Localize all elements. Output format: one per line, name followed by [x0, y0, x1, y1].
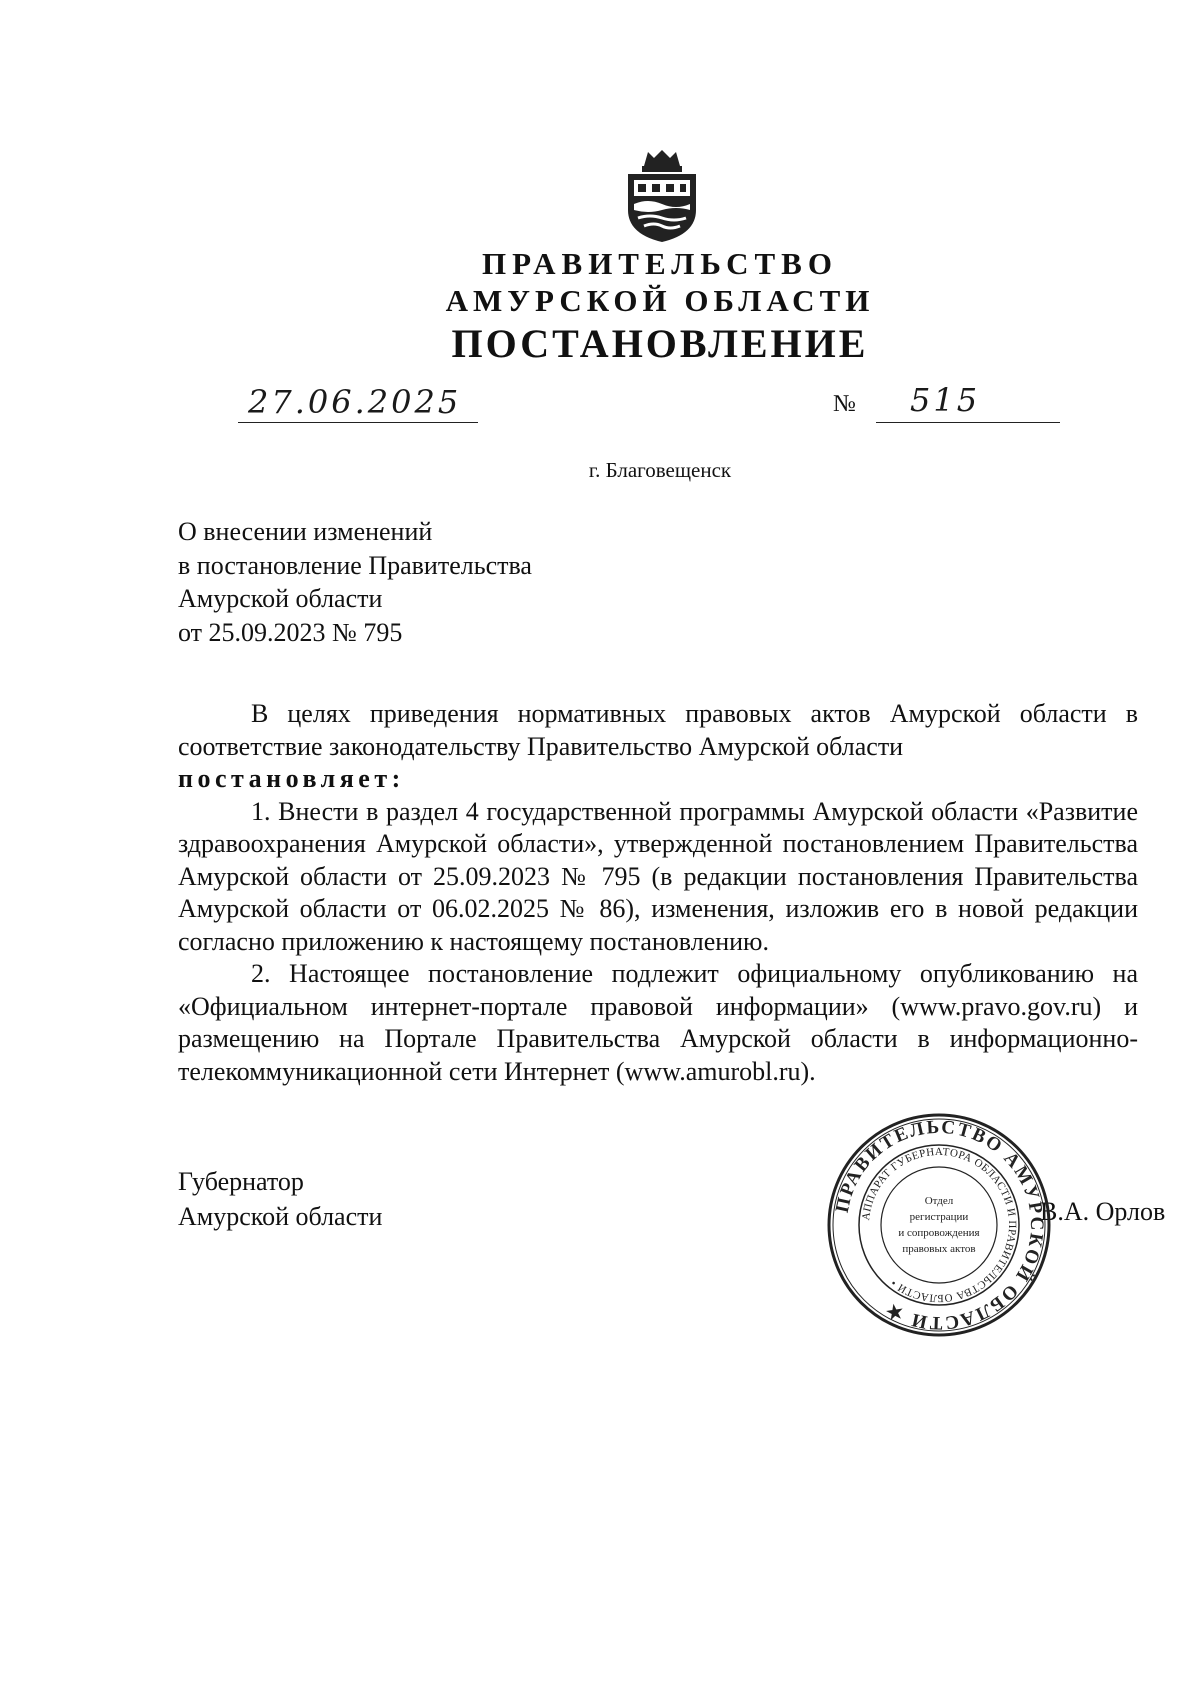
preamble-paragraph: В целях приведения нормативных правовых актов Амурской области в соответствие законодательству Правительство Амурской области [178, 699, 1138, 761]
number-sign: № [833, 391, 856, 417]
resolves-word: постановляет: [178, 764, 405, 793]
subject-line: от 25.09.2023 № 795 [178, 617, 403, 647]
document-body [178, 698, 1138, 1088]
position-line: Амурской области [178, 1202, 383, 1231]
organization-name-line2: АМУРСКОЙ ОБЛАСТИ [445, 283, 875, 318]
item-2-paragraph: 2. Настоящее постановление подлежит официальному опубликованию на «Официальном интернет-портале правовой информации» (www.pravo.gov.ru) и размещению на Портале Правительства Амурской области в информационно-телекоммуникационной сети Интернет (www.amurobl.ru). [178, 959, 1138, 1086]
svg-text:АППАРАТ ГУБЕРНАТОРА ОБЛАСТИ И: АППАРАТ ГУБЕРНАТОРА ОБЛАСТИ И ПРАВИТЕЛЬСТВА ОБЛАСТИ • [860, 1145, 1019, 1305]
subject-line: Амурской области [178, 584, 383, 613]
city: г. Благовещенск [588, 458, 732, 482]
subject-line: в постановление Правительства [178, 550, 532, 580]
official-stamp-seal [826, 1112, 1052, 1338]
position-line: Губернатор [178, 1167, 304, 1196]
document-subject [178, 515, 532, 649]
svg-text:и сопровождения: и сопровождения [898, 1227, 980, 1239]
signatory-position [178, 1164, 382, 1234]
svg-text:Отдел: Отдел [924, 1195, 954, 1207]
organization-name-line1: ПРАВИТЕЛЬСТВО [482, 246, 838, 281]
svg-text:правовых актов: правовых актов [902, 1243, 976, 1255]
document-date: 27.06.2025 [248, 383, 462, 421]
svg-text:ПРАВИТЕЛЬСТВО АМУРСКОЙ ОБЛАСТИ: ПРАВИТЕЛЬСТВО АМУРСКОЙ ОБЛАСТИ ★ [831, 1116, 1048, 1334]
signatory-name: В.А. Орлов [1040, 1197, 1166, 1226]
item-1-paragraph: 1. Внести в раздел 4 государственной программы Амурской области «Развитие здравоохранения Амурской области», утвержденной постановлением Правительства Амурской области от 25.09.2023 № 795 (в редакции постановления Правительства Амурской области от 06.02.2025 № 86), изменения, изложив его в новой редакции согласно приложению к настоящему постановлению. [178, 796, 1138, 956]
document-type-title: ПОСТАНОВЛЕНИЕ [451, 321, 869, 366]
subject-line: О внесении изменений [178, 517, 433, 546]
svg-text:регистрации: регистрации [909, 1211, 969, 1223]
coat-of-arms-emblem [620, 148, 704, 244]
document-number: 515 [910, 381, 981, 419]
